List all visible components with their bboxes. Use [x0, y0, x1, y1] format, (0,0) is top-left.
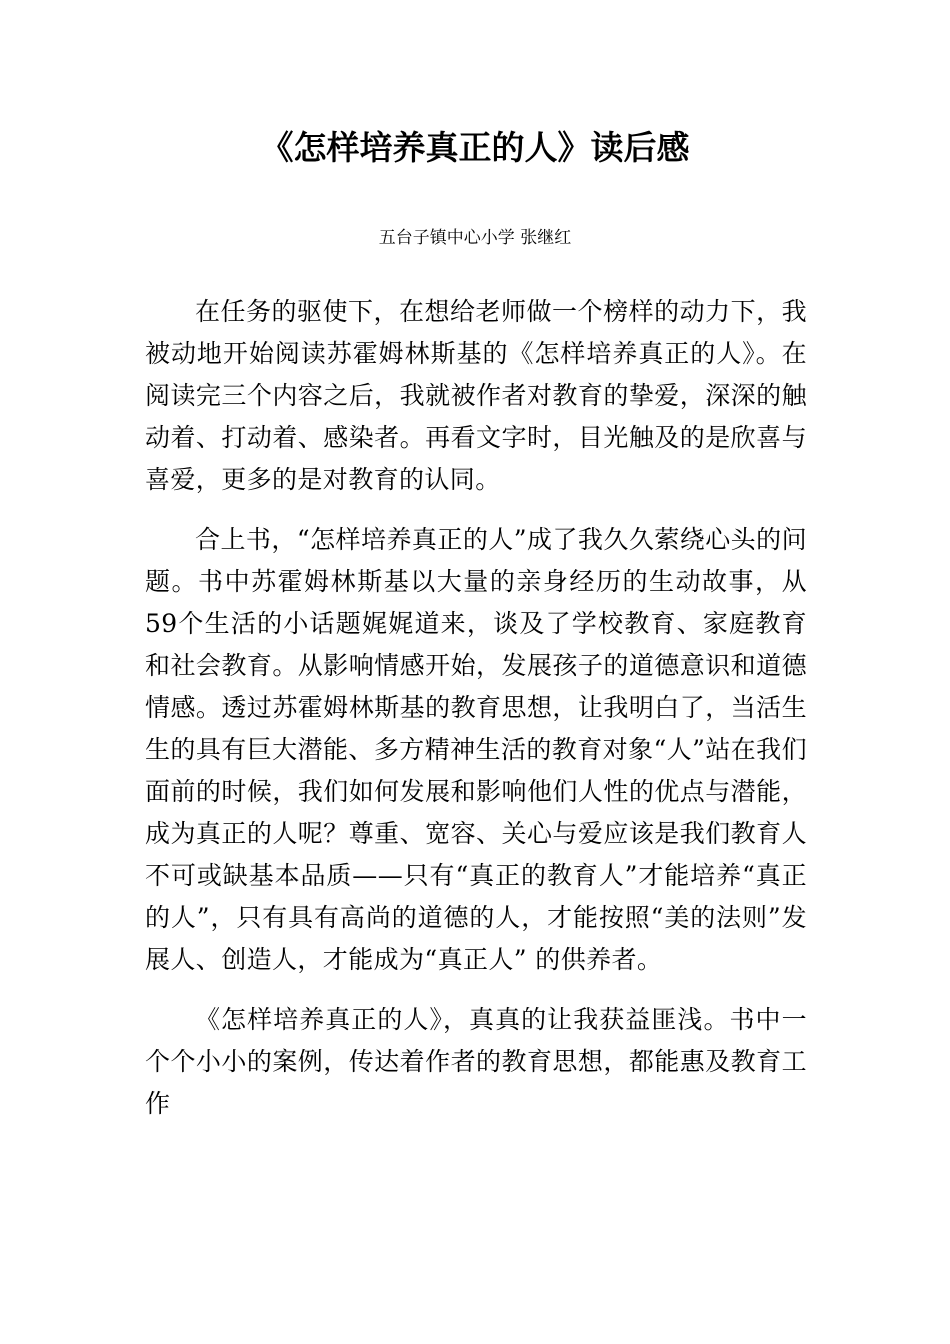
- paragraph-2: 合上书，“怎样培养真正的人”成了我久久萦绕心头的问题。书中苏霍姆林斯基以大量的亲身经历的生动故事，从59个生活的小话题娓娓道来，谈及了学校教育、家庭教育和社会教育。从影响情感开始，发展孩子的道德意识和道德情感。透过苏霍姆林斯基的教育思想，让我明白了，当活生生的具有巨大潜能、多方精神生活的教育对象“人”站在我们面前的时候，我们如何发展和影响他们人性的优点与潜能，成为真正的人呢？尊重、宽容、关心与爱应该是我们教育人不可或缺基本品质——只有“真正的教育人”才能培养“真正的人”，只有具有高尚的道德的人，才能按照“美的法则”发展人、创造人，才能成为“真正人” 的供养者。: [145, 525, 807, 974]
- author-line: 五台子镇中心小学 张继红: [378, 228, 572, 248]
- paragraph-3: 《怎样培养真正的人》，真真的让我获益匪浅。书中一个个小小的案例，传达着作者的教育思想，都能惠及教育工作: [145, 1005, 807, 1118]
- document-body: [145, 291, 807, 1143]
- document-title: 《怎样培养真正的人》读后感: [260, 128, 690, 167]
- paragraph-1: 在任务的驱使下，在想给老师做一个榜样的动力下，我被动地开始阅读苏霍姆林斯基的《怎样培养真正的人》。在阅读完三个内容之后，我就被作者对教育的挚爱，深深的触动着、打动着、感染者。再看文字时，目光触及的是欣喜与喜爱，更多的是对教育的认同。: [145, 297, 807, 494]
